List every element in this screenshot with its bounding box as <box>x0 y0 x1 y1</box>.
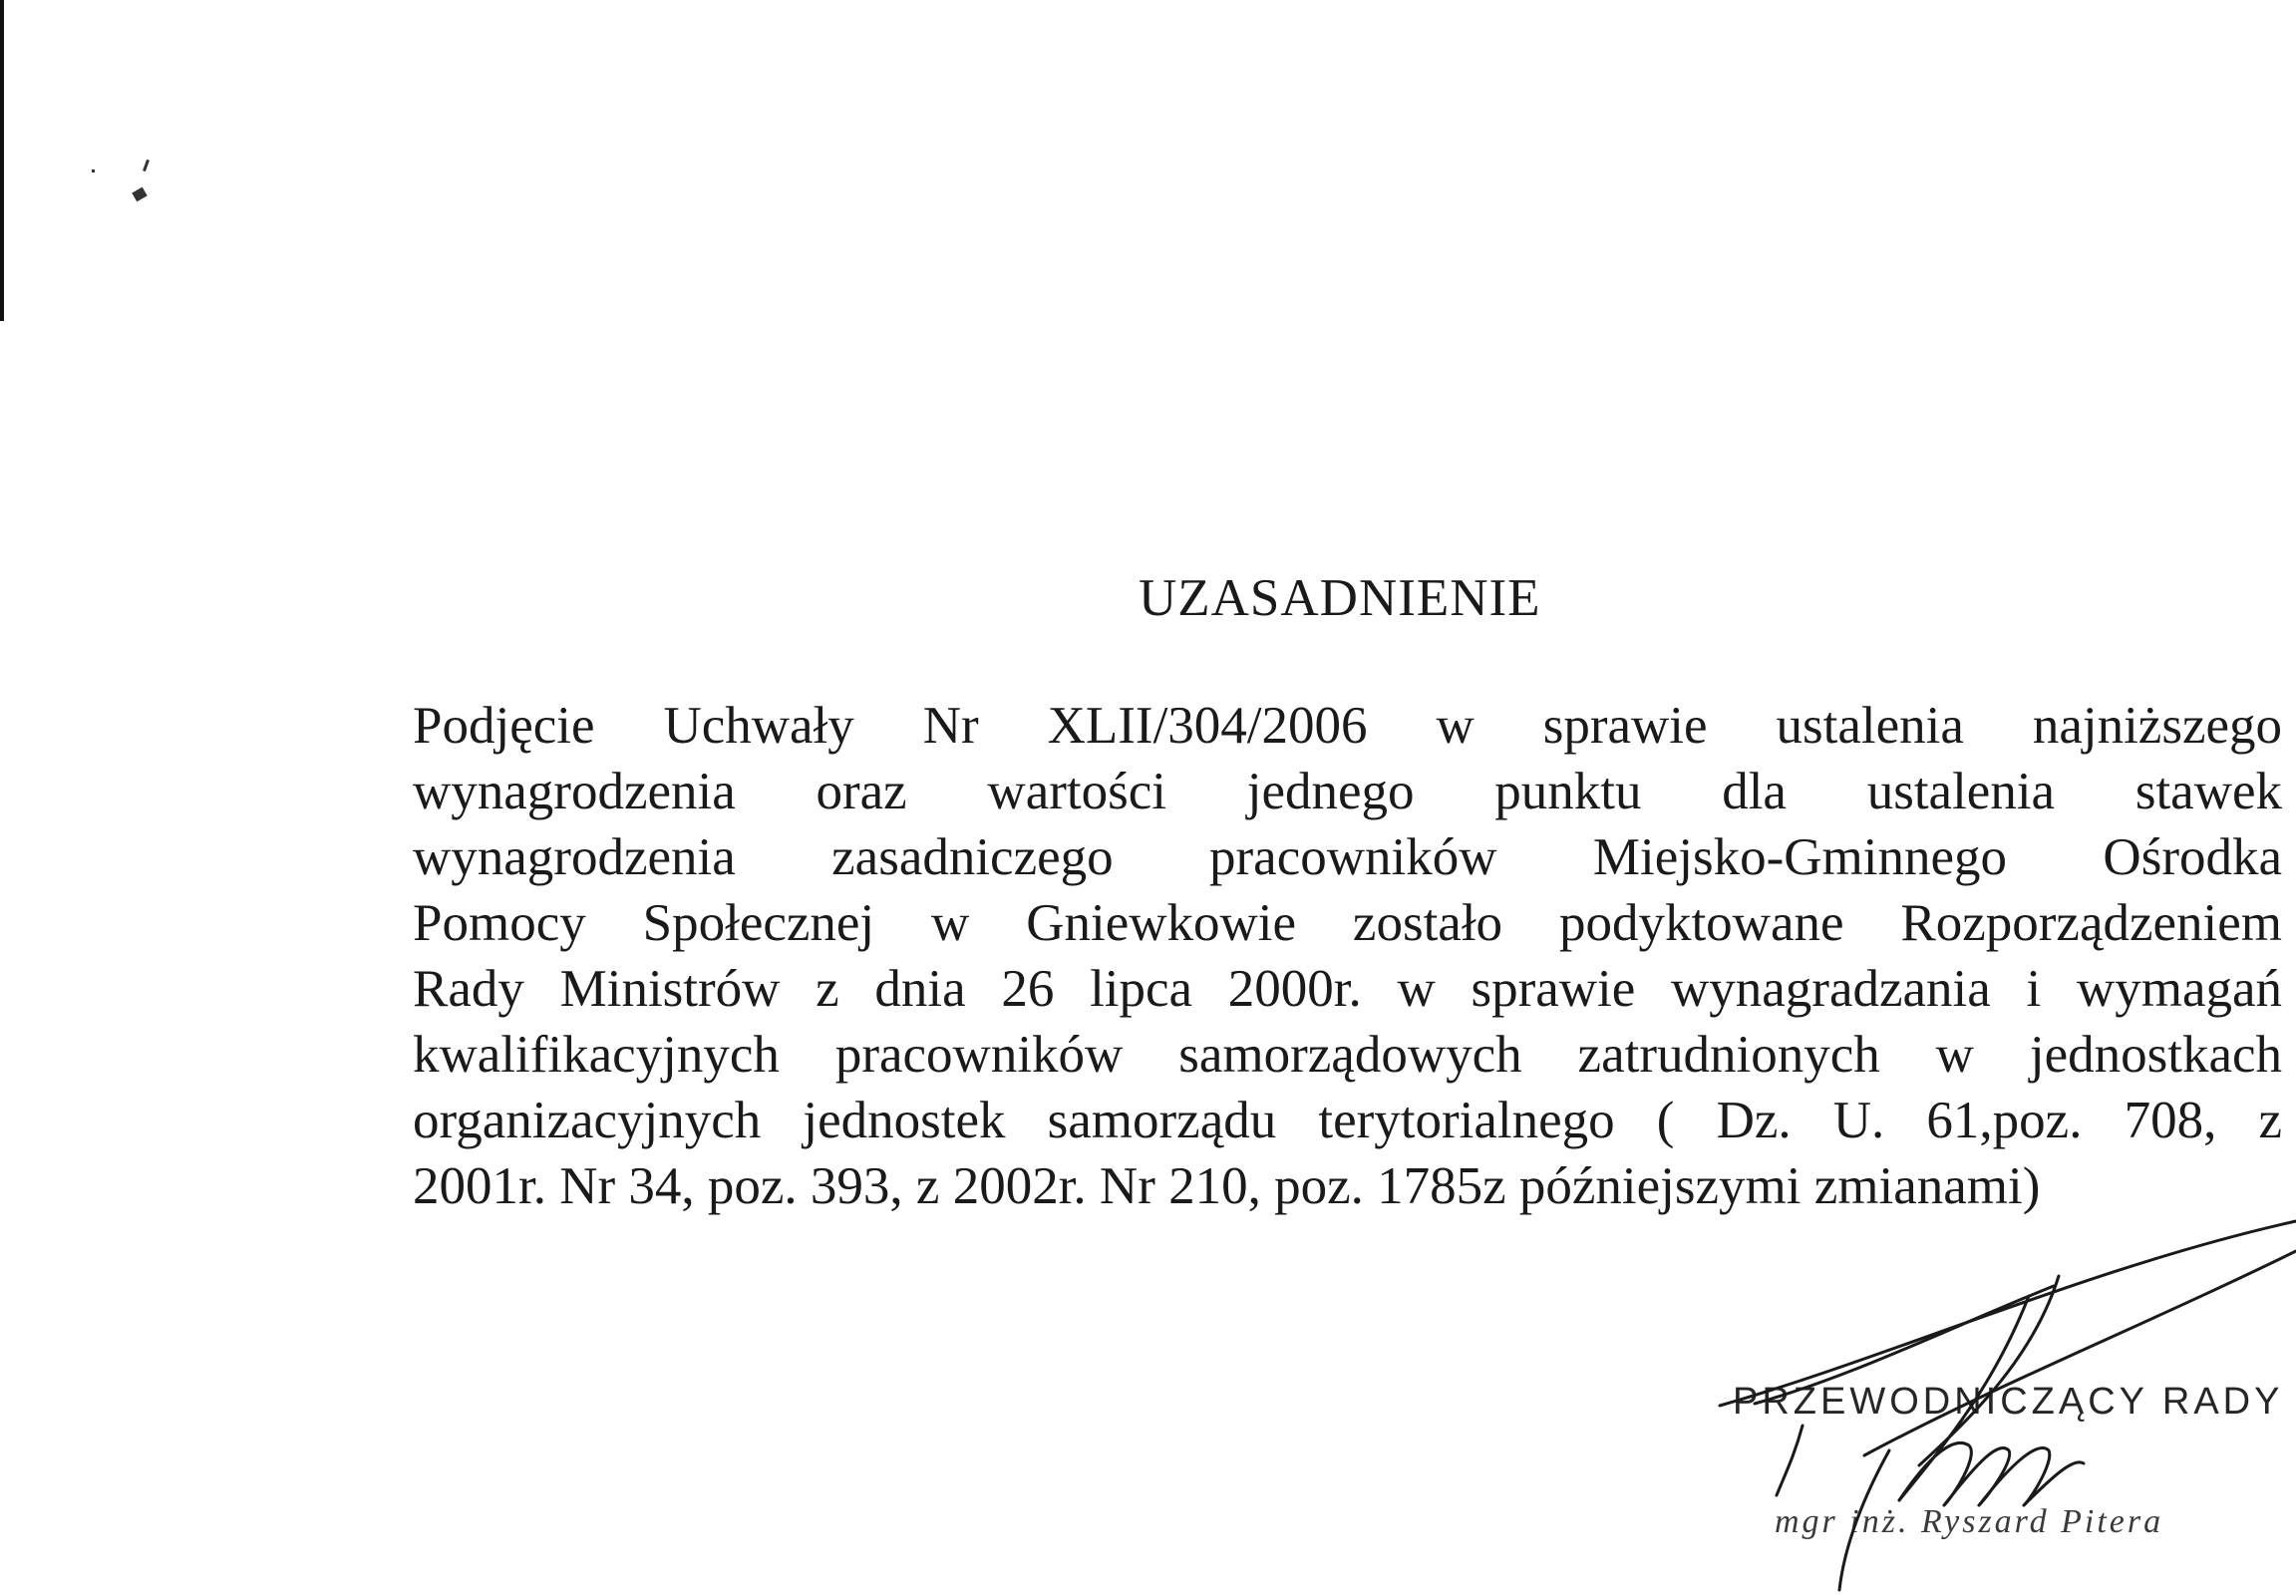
body-line: Pomocy Społecznej w Gniewkowie zostało podyktowane Rozporządzeniem <box>413 894 2282 952</box>
body-line: Podjęcie Uchwały Nr XLII/304/2006 w sprawie ustalenia najniższego <box>413 697 2282 755</box>
stamp-title: PRZEWODNICZĄCY RADY <box>1733 1381 2284 1423</box>
body-line: kwalifikacyjnych pracowników samorządowych zatrudnionych w jednostkach <box>413 1026 2282 1084</box>
document-body <box>413 693 2282 1219</box>
body-line: wynagrodzenia zasadniczego pracowników Miejsko-Gminnego Ośrodka <box>413 828 2282 886</box>
body-line: organizacyjnych jednostek samorządu terytorialnego ( Dz. U. 61,poz. 708, z <box>413 1092 2282 1149</box>
body-line: 2001r. Nr 34, poz. 393, z 2002r. Nr 210, poz. 1785z późniejszymi zmianami) <box>413 1157 2041 1215</box>
document-title: UZASADNIENIE <box>1139 569 1541 627</box>
scan-edge-mark <box>0 0 4 321</box>
scan-speck <box>92 169 95 172</box>
scan-speck <box>132 187 147 202</box>
body-line: wynagrodzenia oraz wartości jednego punktu dla ustalenia stawek <box>413 763 2282 820</box>
stamp-name: mgr inż. Ryszard Pitera <box>1775 1503 2164 1540</box>
body-line: Rady Ministrów z dnia 26 lipca 2000r. w sprawie wynagradzania i wymagań <box>413 960 2282 1018</box>
scan-speck <box>143 160 150 171</box>
